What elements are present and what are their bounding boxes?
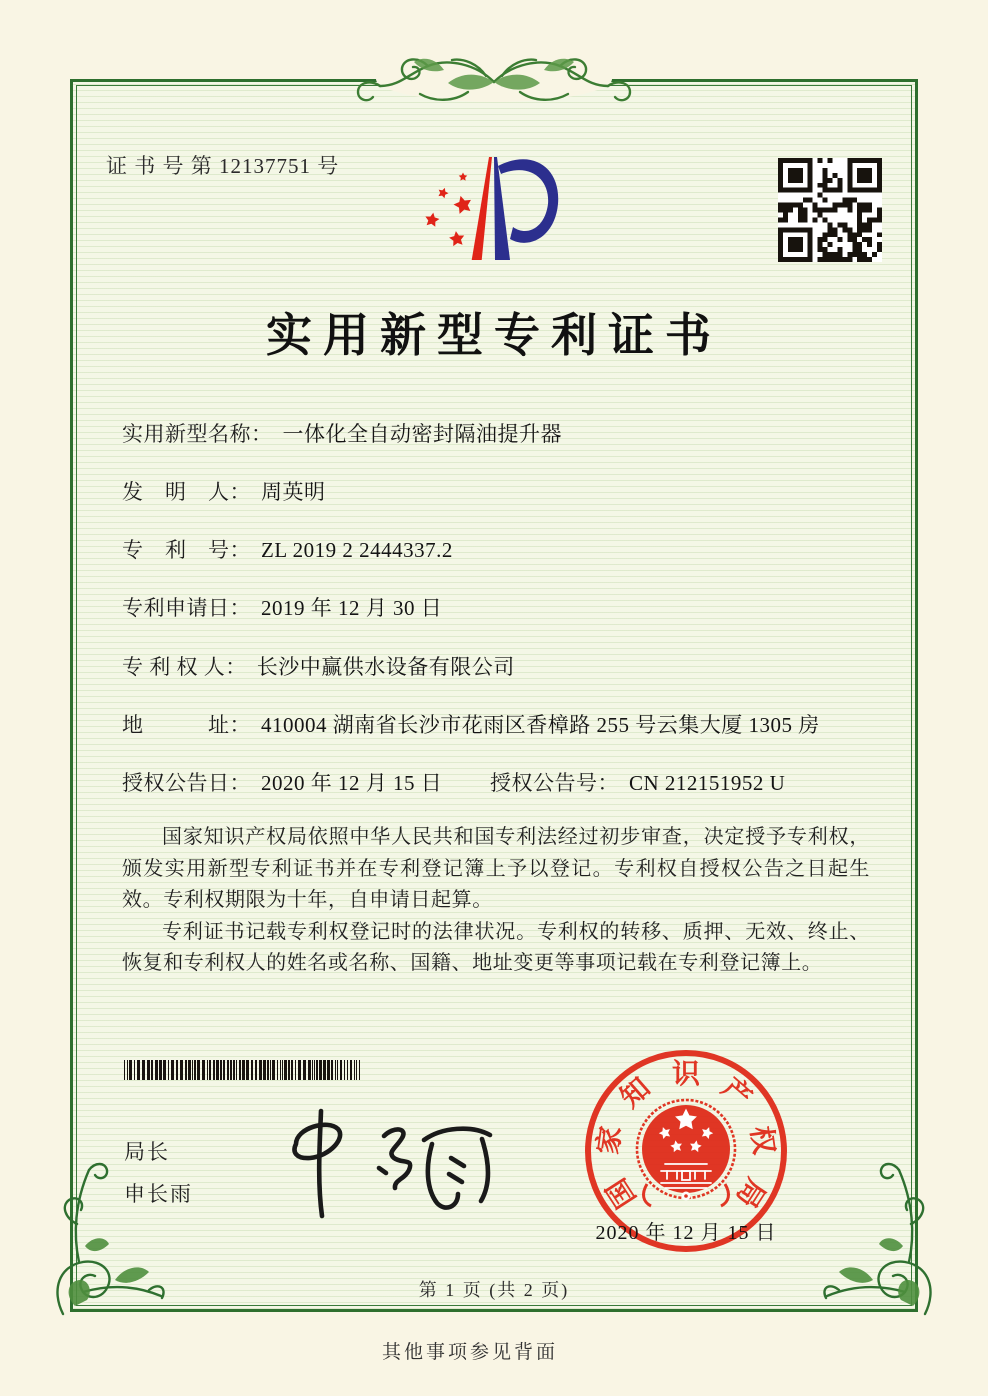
barcode-bar — [331, 1060, 333, 1080]
barcode-bar — [168, 1060, 169, 1080]
bottom-left-corner-ornament — [45, 1162, 165, 1322]
barcode-bar — [314, 1060, 315, 1080]
barcode-bar — [216, 1060, 219, 1080]
barcode-bar — [127, 1060, 128, 1080]
field-label: 发 明 人： — [122, 480, 251, 504]
qr-code-icon — [778, 158, 882, 262]
signer-title: 局长 — [124, 1140, 170, 1164]
barcode-bar — [356, 1060, 357, 1080]
bottom-right-corner-ornament — [823, 1162, 943, 1322]
barcode-bar — [213, 1060, 215, 1080]
seal-char: 知 — [615, 1072, 657, 1115]
field-grant-no — [490, 767, 785, 797]
field-value: 410004 湖南省长沙市花雨区香樟路 255 号云集大厦 1305 房 — [261, 713, 820, 737]
field-row-filing-date — [122, 592, 882, 622]
barcode-bar — [303, 1060, 306, 1080]
barcode-bar — [316, 1060, 318, 1080]
seal-char: 识 — [671, 1059, 701, 1090]
barcode-bar — [242, 1060, 245, 1080]
barcode-bar — [124, 1060, 125, 1080]
barcode — [124, 1060, 366, 1080]
barcode-bar — [209, 1060, 211, 1080]
field-row-patent-no — [122, 534, 882, 564]
barcode-bar — [295, 1060, 296, 1080]
barcode-bar — [202, 1060, 205, 1080]
field-value: 长沙中赢供水设备有限公司 — [256, 655, 515, 679]
field-value: 一体化全自动密封隔油提升器 — [282, 422, 562, 446]
certificate-number: 证 书 号 第 12137751 号 — [106, 154, 340, 178]
barcode-bar — [291, 1060, 293, 1080]
barcode-bar — [188, 1060, 191, 1080]
barcode-bar — [298, 1060, 301, 1080]
field-label: 实用新型名称： — [122, 422, 273, 446]
barcode-bar — [277, 1060, 278, 1080]
seal-date: 2020 年 12 月 15 日 — [595, 1222, 777, 1244]
barcode-bar — [251, 1060, 253, 1080]
barcode-bar — [337, 1060, 338, 1080]
legal-paragraph-1: 国家知识产权局依照中华人民共和国专利法经过初步审查，决定授予专利权，颁发实用新型专利证书并在专利登记簿上予以登记。专利权自授权公告之日起生效。专利权期限为十年，自申请日起算。 — [122, 826, 870, 911]
barcode-bar — [192, 1060, 193, 1080]
barcode-bar — [220, 1060, 222, 1080]
barcode-bar — [151, 1060, 153, 1080]
back-side-note: 其他事项参见背面 — [381, 1342, 558, 1363]
barcode-bar — [319, 1060, 322, 1080]
seal-char: 国 — [601, 1172, 643, 1213]
field-label: 专利申请日： — [122, 596, 251, 620]
field-row-inventor — [122, 476, 882, 506]
barcode-bar — [239, 1060, 241, 1080]
barcode-bar — [259, 1060, 262, 1080]
barcode-bar — [230, 1060, 232, 1080]
field-row-grant — [122, 767, 882, 797]
top-flourish-ornament — [344, 46, 644, 110]
barcode-bar — [197, 1060, 200, 1080]
barcode-bar — [194, 1060, 196, 1080]
barcode-bar — [263, 1060, 266, 1080]
barcode-bar — [312, 1060, 313, 1080]
barcode-bar — [236, 1060, 237, 1080]
barcode-bar — [347, 1060, 348, 1080]
barcode-bar — [171, 1060, 174, 1080]
field-row-name — [122, 418, 882, 448]
barcode-bar — [223, 1060, 225, 1080]
barcode-bar — [350, 1060, 352, 1080]
barcode-bar — [270, 1060, 271, 1080]
barcode-bar — [207, 1060, 208, 1080]
field-label: 地 址： — [122, 713, 251, 737]
barcode-bar — [359, 1060, 360, 1080]
barcode-bar — [137, 1060, 140, 1080]
field-value: 周英明 — [261, 480, 326, 504]
barcode-bar — [282, 1060, 283, 1080]
barcode-bar — [255, 1060, 257, 1080]
barcode-bar — [129, 1060, 132, 1080]
barcode-bar — [159, 1060, 162, 1080]
barcode-bar — [134, 1060, 135, 1080]
seal-char: 权 — [744, 1124, 780, 1157]
barcode-bar — [176, 1060, 178, 1080]
seal-char: 局 — [729, 1172, 771, 1213]
barcode-bar — [323, 1060, 326, 1080]
barcode-bar — [246, 1060, 249, 1080]
barcode-bar — [284, 1060, 287, 1080]
seal-char: 产 — [715, 1072, 757, 1115]
field-label: 授权公告日： — [122, 771, 251, 795]
barcode-bar — [354, 1060, 355, 1080]
barcode-bar — [327, 1060, 330, 1080]
barcode-bar — [155, 1060, 158, 1080]
field-value: ZL 2019 2 2444337.2 — [261, 538, 453, 562]
handwritten-signature-icon — [266, 1106, 506, 1231]
barcode-bar — [233, 1060, 235, 1080]
national-emblem-icon — [637, 1100, 735, 1206]
barcode-bar — [147, 1060, 150, 1080]
barcode-bar — [308, 1060, 311, 1080]
field-label: 授权公告号： — [490, 771, 619, 795]
barcode-bar — [267, 1060, 269, 1080]
field-label: 专 利 号： — [122, 538, 251, 562]
barcode-bar — [272, 1060, 275, 1080]
barcode-bar — [280, 1060, 281, 1080]
cnipa-logo-icon — [415, 140, 565, 270]
signer-name: 申长雨 — [124, 1182, 193, 1206]
barcode-bar — [227, 1060, 229, 1080]
field-value: 2020 年 12 月 15 日 — [261, 771, 443, 795]
legal-paragraph-2: 专利证书记载专利权登记时的法律状况。专利权的转移、质押、无效、终止、恢复和专利权人的姓名或名称、国籍、地址变更等事项记载在专利登记簿上。 — [122, 920, 870, 974]
page-number: 第 1 页 (共 2 页) — [418, 1280, 570, 1300]
barcode-bar — [288, 1060, 290, 1080]
barcode-bar — [340, 1060, 342, 1080]
seal-char: 家 — [592, 1124, 628, 1157]
barcode-bar — [142, 1060, 145, 1080]
barcode-bar — [335, 1060, 336, 1080]
legal-text-block — [122, 822, 870, 980]
field-label: 专 利 权 人： — [122, 655, 247, 679]
barcode-bar — [163, 1060, 166, 1080]
field-value: 2019 年 12 月 30 日 — [261, 596, 443, 620]
field-row-patentee — [122, 651, 882, 681]
barcode-bar — [344, 1060, 345, 1080]
barcode-bar — [180, 1060, 183, 1080]
barcode-bar — [185, 1060, 187, 1080]
field-value: CN 212151952 U — [629, 771, 786, 795]
certificate-title: 实用新型专利证书 — [266, 310, 722, 361]
field-row-address — [122, 709, 882, 739]
